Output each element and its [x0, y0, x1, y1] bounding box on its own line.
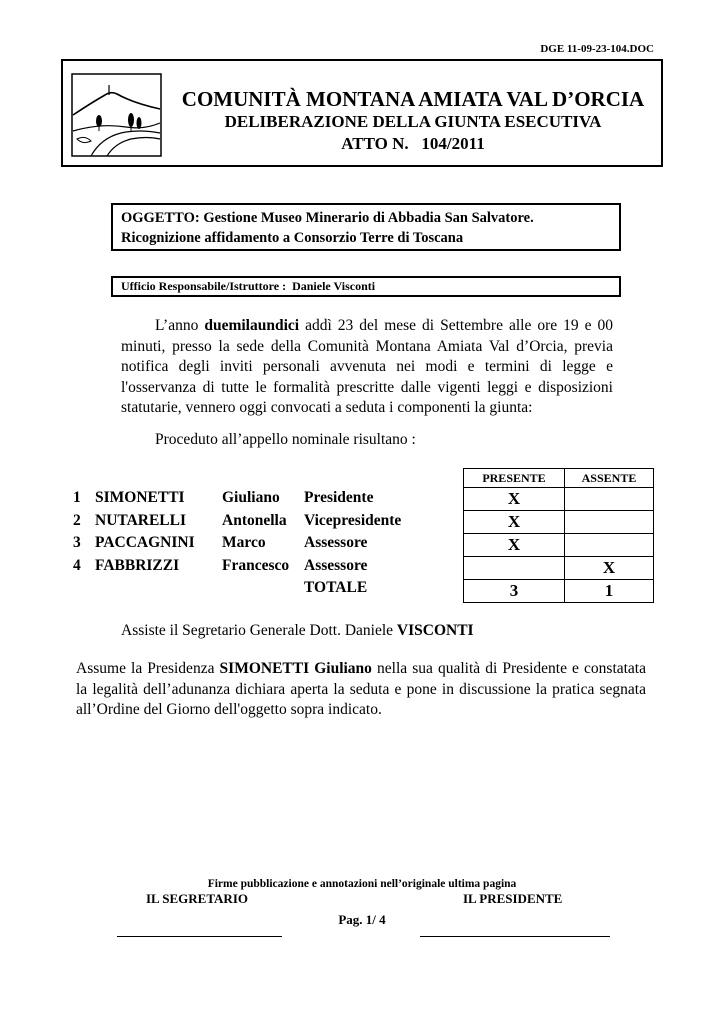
institution-title: COMUNITÀ MONTANA AMIATA VAL D’ORCIA	[181, 87, 645, 111]
member-role: Presidente	[304, 489, 374, 506]
presente-cell: X	[464, 511, 565, 534]
responsible-office-box	[111, 276, 621, 297]
member-number: 4	[73, 556, 81, 574]
deliberation-subtitle: DELIBERAZIONE DELLA GIUNTA ESECUTIVA	[224, 112, 602, 131]
presidency-paragraph	[76, 659, 646, 721]
intro-pre: L’anno	[155, 317, 205, 334]
total-label: TOTALE	[304, 579, 368, 596]
community-logo-icon	[71, 73, 162, 157]
presidency-post: nella sua qualità di Presidente e constatata la legalità dell’adunanza dichiara aperta la seduta e pone in discussione la pratica segnata all’Ordine del Giorno dell'oggetto sopra indicato.	[76, 660, 646, 718]
signatures-note: Firme pubblicazione e annotazioni nell’originale ultima pagina	[207, 878, 517, 890]
intro-year: duemilaundici	[204, 317, 300, 334]
member-number: 1	[73, 489, 81, 506]
assente-header: ASSENTE	[565, 469, 654, 488]
member-number: 2	[73, 511, 81, 529]
assente-cell	[565, 488, 654, 511]
secretary-surname: VISCONTI	[396, 622, 474, 639]
secretary-pre: Assiste il Segretario Generale Dott. Daniele	[121, 622, 397, 639]
presente-cell: X	[464, 534, 565, 557]
member-name: Antonella	[222, 511, 287, 529]
member-surname: NUTARELLI	[95, 511, 187, 529]
responsible-office-text: Ufficio Responsabile/Istruttore : Daniele Visconti	[121, 279, 376, 293]
intro-paragraph	[121, 316, 613, 419]
member-name: Francesco	[222, 556, 290, 574]
member-role: Assessore	[304, 556, 368, 574]
member-number: 3	[73, 534, 81, 551]
total-presenti-cell: 3	[464, 580, 565, 603]
roll-call-text: Proceduto all’appello nominale risultano :	[155, 431, 416, 448]
intro-post: addì 23 del mese di Settembre alle ore 19 e 00 minuti, presso la sede della Comunità Montana Amiata Val d’Orcia, previa notifica degli inviti personali avvenuta nei modi e termini di legge e l'osservanza di tutte le formalità prescritte dalle vigenti leggi e disposizioni statutarie, vennero oggi convocati a seduta i componenti la giunta:	[121, 317, 613, 416]
member-surname: FABBRIZZI	[95, 556, 180, 574]
total-assenti-cell: 1	[565, 580, 654, 603]
member-name: Giuliano	[222, 489, 280, 506]
document-reference: DGE 11-09-23-104.DOC	[540, 43, 654, 55]
presente-cell	[464, 557, 565, 580]
page-number: Pag. 1/ 4	[338, 912, 386, 927]
secretary-signature-line	[117, 936, 282, 937]
member-surname: PACCAGNINI	[95, 534, 195, 551]
assente-cell: X	[565, 557, 654, 580]
president-signature-label: IL PRESIDENTE	[463, 891, 563, 906]
president-signature-line	[420, 936, 610, 937]
assente-cell	[565, 534, 654, 557]
member-name: Marco	[222, 534, 266, 551]
subject-line-2: Ricognizione affidamento a Consorzio Terre di Toscana	[121, 230, 464, 246]
subject-line-1: OGGETTO: Gestione Museo Minerario di Abbadia San Salvatore.	[121, 210, 534, 226]
act-number: ATTO N. 104/2011	[341, 134, 485, 153]
secretary-signature-label: IL SEGRETARIO	[146, 891, 248, 906]
attendance-table	[463, 468, 654, 603]
assente-cell	[565, 511, 654, 534]
presidency-name: SIMONETTI Giuliano	[219, 660, 372, 677]
member-role: Assessore	[304, 534, 368, 551]
presidency-pre: Assume la Presidenza	[76, 660, 220, 677]
subject-box	[111, 203, 621, 251]
presente-cell: X	[464, 488, 565, 511]
secretary-paragraph	[121, 622, 474, 640]
presente-header: PRESENTE	[464, 469, 565, 488]
member-role: Vicepresidente	[304, 511, 402, 529]
member-surname: SIMONETTI	[95, 489, 185, 506]
